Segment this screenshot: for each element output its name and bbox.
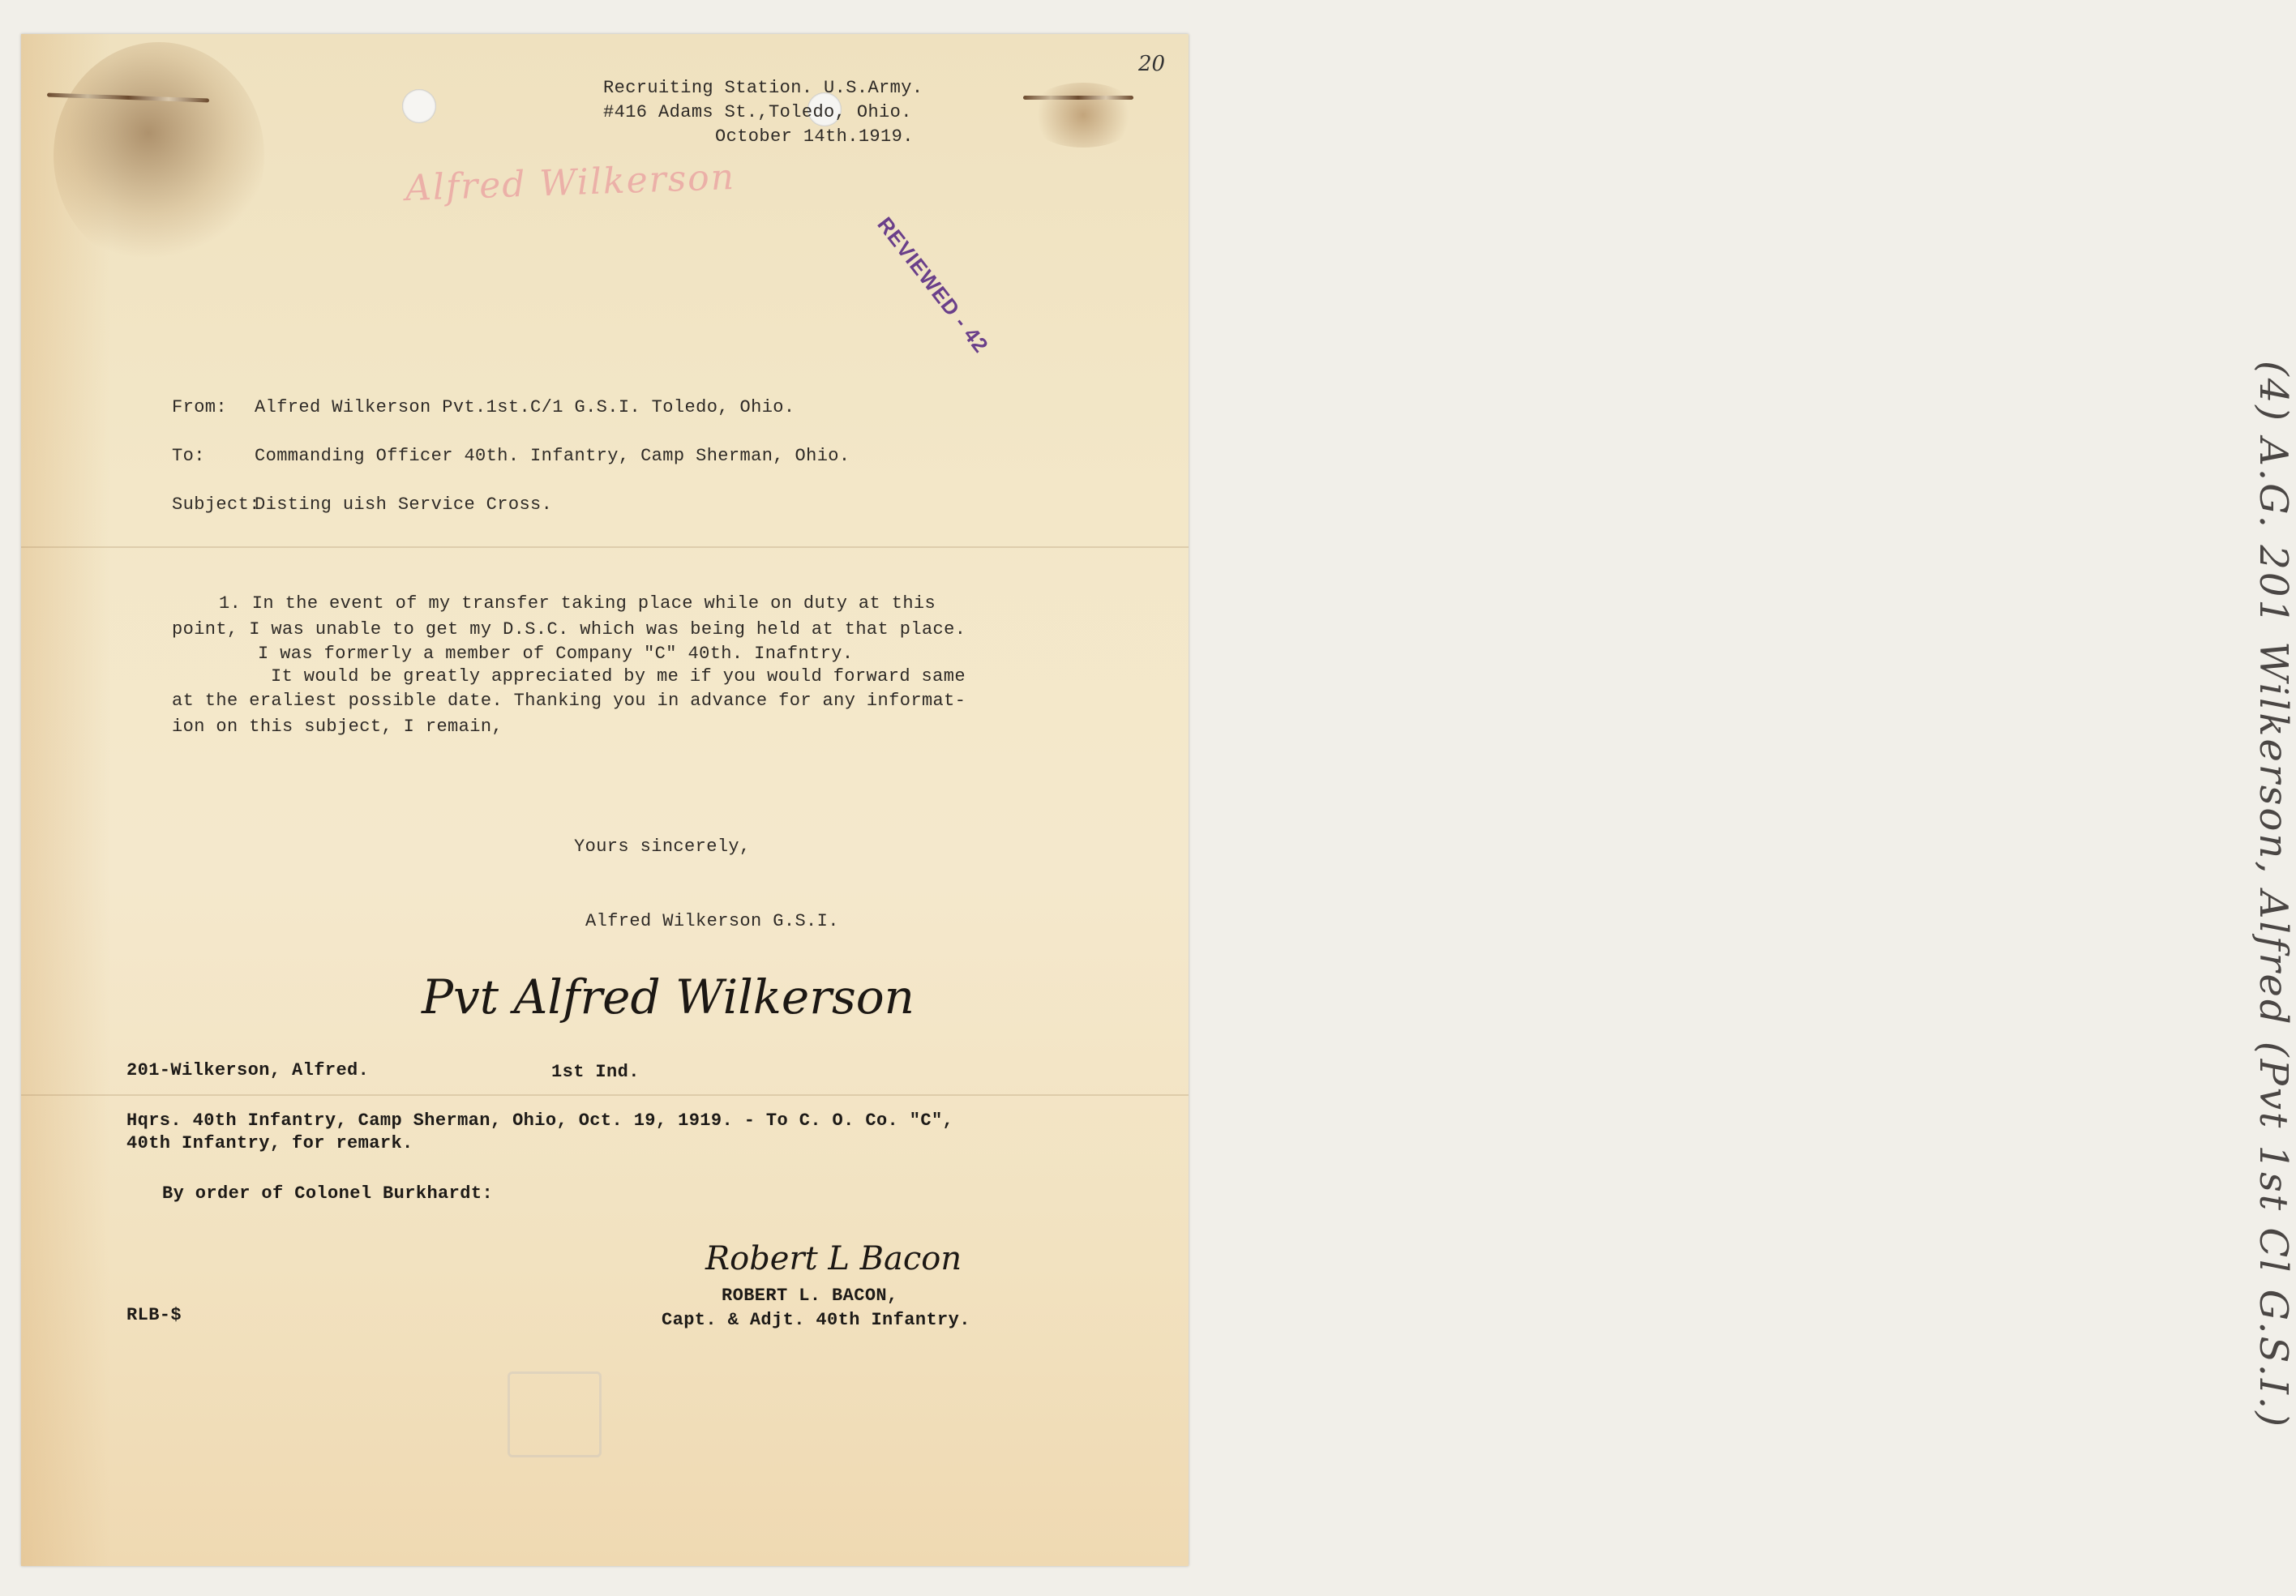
from-value: Alfred Wilkerson Pvt.1st.C/1 G.S.I. Toledo, Ohio. bbox=[255, 397, 795, 417]
signer-title: Capt. & Adjt. 40th Infantry. bbox=[662, 1310, 970, 1330]
signature-wilkerson: Pvt Alfred Wilkerson bbox=[422, 969, 915, 1025]
subject-value: Disting uish Service Cross. bbox=[255, 494, 553, 515]
page-number: 20 bbox=[1138, 52, 1166, 76]
rust-stain bbox=[1026, 83, 1140, 148]
to-value: Commanding Officer 40th. Infantry, Camp Sherman, Ohio. bbox=[255, 446, 850, 466]
faint-stamp bbox=[508, 1371, 602, 1457]
signer-name: ROBERT L. BACON, bbox=[722, 1286, 898, 1306]
punch-hole bbox=[402, 89, 436, 123]
reviewed-stamp: REVIEWED - 42 bbox=[872, 212, 994, 358]
body-line: at the eraliest possible date. Thanking you in advance for any informat- bbox=[172, 691, 966, 711]
initials: RLB-$ bbox=[126, 1305, 182, 1325]
rust-stain bbox=[54, 42, 264, 269]
from-label: From: bbox=[172, 397, 228, 417]
header-line: October 14th.1919. bbox=[715, 126, 914, 147]
body-line: 1. In the event of my transfer taking place while on duty at this bbox=[219, 593, 936, 614]
from-line bbox=[172, 397, 795, 417]
body-line: point, I was unable to get my D.S.C. which was being held at that place. bbox=[172, 619, 966, 640]
file-reference: 201-Wilkerson, Alfred. bbox=[126, 1060, 370, 1080]
margin-note-text: (4) A.G. 201 Wilkerson, Alfred (Pvt 1st Cl G.S.I.) bbox=[2251, 361, 2296, 1429]
indorsement-line: Hqrs. 40th Infantry, Camp Sherman, Ohio, Oct. 19, 1919. - To C. O. Co. "C", bbox=[126, 1110, 954, 1131]
to-line bbox=[172, 446, 850, 466]
fold-line bbox=[21, 546, 1189, 548]
fold-line bbox=[21, 1094, 1189, 1096]
letter-page bbox=[21, 34, 1189, 1566]
indorsement-line: 40th Infantry, for remark. bbox=[126, 1133, 413, 1153]
order-line: By order of Colonel Burkhardt: bbox=[162, 1183, 494, 1204]
pink-stamp: Alfred Wilkerson bbox=[405, 156, 736, 210]
typed-name: Alfred Wilkerson G.S.I. bbox=[585, 911, 839, 931]
to-label: To: bbox=[172, 446, 205, 466]
subject-line bbox=[172, 494, 552, 515]
valediction: Yours sincerely, bbox=[574, 837, 751, 857]
body-line: I was formerly a member of Company "C" 40th. Inafntry. bbox=[258, 644, 854, 664]
header-line: Recruiting Station. U.S.Army. bbox=[603, 78, 923, 98]
subject-label: Subject: bbox=[172, 494, 260, 515]
staple-wire bbox=[1023, 96, 1133, 100]
body-line: ion on this subject, I remain, bbox=[172, 717, 503, 737]
header-line: #416 Adams St.,Toledo, Ohio. bbox=[603, 102, 912, 122]
signature-bacon: Robert L Bacon bbox=[705, 1240, 962, 1277]
indorsement-number: 1st Ind. bbox=[551, 1062, 640, 1082]
body-line: It would be greatly appreciated by me if you would forward same bbox=[271, 666, 966, 687]
